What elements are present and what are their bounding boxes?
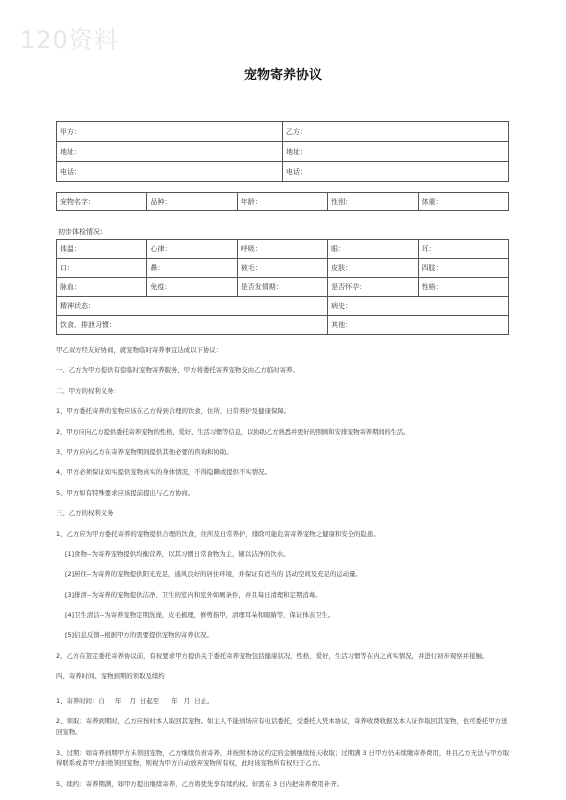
mental-state-cell: 精神状态： [57,297,328,316]
table-row [57,297,509,316]
table-row [57,316,509,335]
party-b-name-cell: 乙方： [283,122,509,142]
party-b-phone-cell: 电话： [283,162,509,182]
checkup-cell: 被毛： [237,259,327,278]
other-cell: 其他： [328,316,509,335]
section-heading: 四、寄养时间、宠物到期的领取及续约 [56,672,165,681]
clause-paragraph: 2、乙方在签定委托寄养协议前，有权要求甲方提供关于委托寄养宠物包括健康状况，性格，爱好，生活习惯等在内之真实情况，并进行初步观察并接触。 [56,651,489,660]
table-row [57,162,509,182]
clause-paragraph: 1、甲方委托寄养的宠物应该在乙方得到合理的饮食，住所，日常养护及健康保障。 [56,407,291,416]
checkup-label: 初步体检情况： [58,228,107,236]
clause-paragraph: 1、寄养时间：自 年 月 日起至 年 月 日止。 [56,697,214,706]
clause-subitem: [4]卫生清洁--为寄养宠物定期洗澡，皮毛梳理，修剪指甲，清理耳朵和眼睛等，保证体表卫生。 [65,611,335,620]
clause-paragraph: 甲乙双方经友好协商，就宠物临时寄养事宜达成以下协议： [56,346,223,354]
checkup-cell: 耳： [418,240,508,259]
clause-paragraph: 一、乙方为甲方提供有偿临时宠物寄养服务，甲方将委托寄养宠物交由乙方临时寄养。 [56,366,299,375]
checkup-cell: 是否发情期： [237,278,327,297]
medical-history-cell: 病史： [328,297,509,316]
checkup-cell: 性格： [418,278,508,297]
pet-info-table [56,192,509,211]
checkup-cell: 心律： [147,240,237,259]
party-b-address-cell: 地址： [283,142,509,162]
pet-name-cell: 宠物名字： [57,193,147,211]
clause-paragraph: 2、领取：寄养到期时，乙方应按时本人取回其宠物。如主人不能到场应有电话委托，受委托人凭本协议，寄养收费收据及本人证件取回其宠物，也可委托甲方送回宠物。 [56,717,508,737]
checkup-cell: 免疫： [147,278,237,297]
checkup-cell: 皮肤： [328,259,418,278]
checkup-table [56,239,509,335]
table-row [57,259,509,278]
party-a-name-cell: 甲方： [57,122,283,142]
checkup-cell: 脉血： [57,278,147,297]
pet-sex-cell: 性别： [328,193,418,211]
clause-paragraph: 5、甲方如有特殊要求应该提前提出与乙方协商。 [56,488,195,497]
clause-paragraph: 1、乙方应为甲方委托寄养的宠物提供合理的饮食，住所及日常养护，排除可能危害寄养宠物之健康和安全的隐患。 [56,529,380,538]
clause-subitem: [3]排泄--为寄养的宠物提供洁净、卫生的室内和室外如厕条件，并且每日清理和定期消毒。 [65,590,322,599]
clause-subitem: [1]食物--为寄养宠物提供均衡营养，以其习惯日常食物为主，辅以洁净的饮水。 [65,549,290,558]
clause-subitem: [5]信息反馈--根据甲方的需要提供宠物的寄养状况。 [65,631,213,640]
table-row [57,142,509,162]
party-a-address-cell: 地址： [57,142,283,162]
clause-paragraph: 2、甲方应向乙方提供委托寄养宠物的性格、爱好、生活习惯等信息，以协助乙方熟悉并更好的照顾和安排宠物寄养期间的生活。 [56,427,410,436]
pet-breed-cell: 品种： [147,193,237,211]
table-row [57,240,509,259]
party-a-phone-cell: 电话： [57,162,283,182]
parties-table [56,121,509,182]
checkup-cell: 口： [57,259,147,278]
table-row [57,122,509,142]
clause-subitem: [2]居住--为寄养的宠物提供阳光充足，通风良好的居住环境，并保证有适当的 活动空间及充足的运动量。 [65,570,362,579]
table-row [57,193,509,211]
pet-age-cell: 年龄： [237,193,327,211]
checkup-cell: 是否怀孕： [328,278,418,297]
checkup-cell: 呼吸： [237,240,327,259]
section-heading: 二、甲方的权利义务： [56,386,120,395]
diet-habits-cell: 饮食、排泄习惯： [57,316,328,335]
watermark: 120资料 [20,26,119,54]
clause-paragraph: 3、甲方应向乙方在寄养宠物期间提供其他必要的咨询和协助。 [56,447,233,456]
clause-paragraph: 5、续约：寄养期满，如甲方提出继续寄养，乙方将优先享有续约权。但需在 3 日内把寄养费用补齐。 [56,779,343,788]
section-heading: 三、乙方的权利义务 [56,509,114,518]
clause-paragraph: 3、过期：如寄养到期甲方未领回宠物，乙方继续负责寄养，并按照本协议约定的金额继续按天收取；过期满 3 日甲方仍未续缴寄养费用，并且乙方无法与甲方取得联系或者甲方拒绝领回宠物，则视为甲方自动放弃宠物所有权，此时该宠物所有权归于乙方。 [56,748,510,768]
checkup-cell: 眼： [328,240,418,259]
checkup-cell: 体温： [57,240,147,259]
checkup-cell: 四肢： [418,259,508,278]
clause-paragraph: 4、甲方必须保证如实提供宠物真实的身体情况，不得隐瞒或提供不实情况。 [56,468,271,477]
pet-weight-cell: 体重： [418,193,508,211]
page-title: 宠物寄养协议 [243,68,322,83]
checkup-cell: 鼻： [147,259,237,278]
table-row [57,278,509,297]
agreement-body [56,345,510,799]
